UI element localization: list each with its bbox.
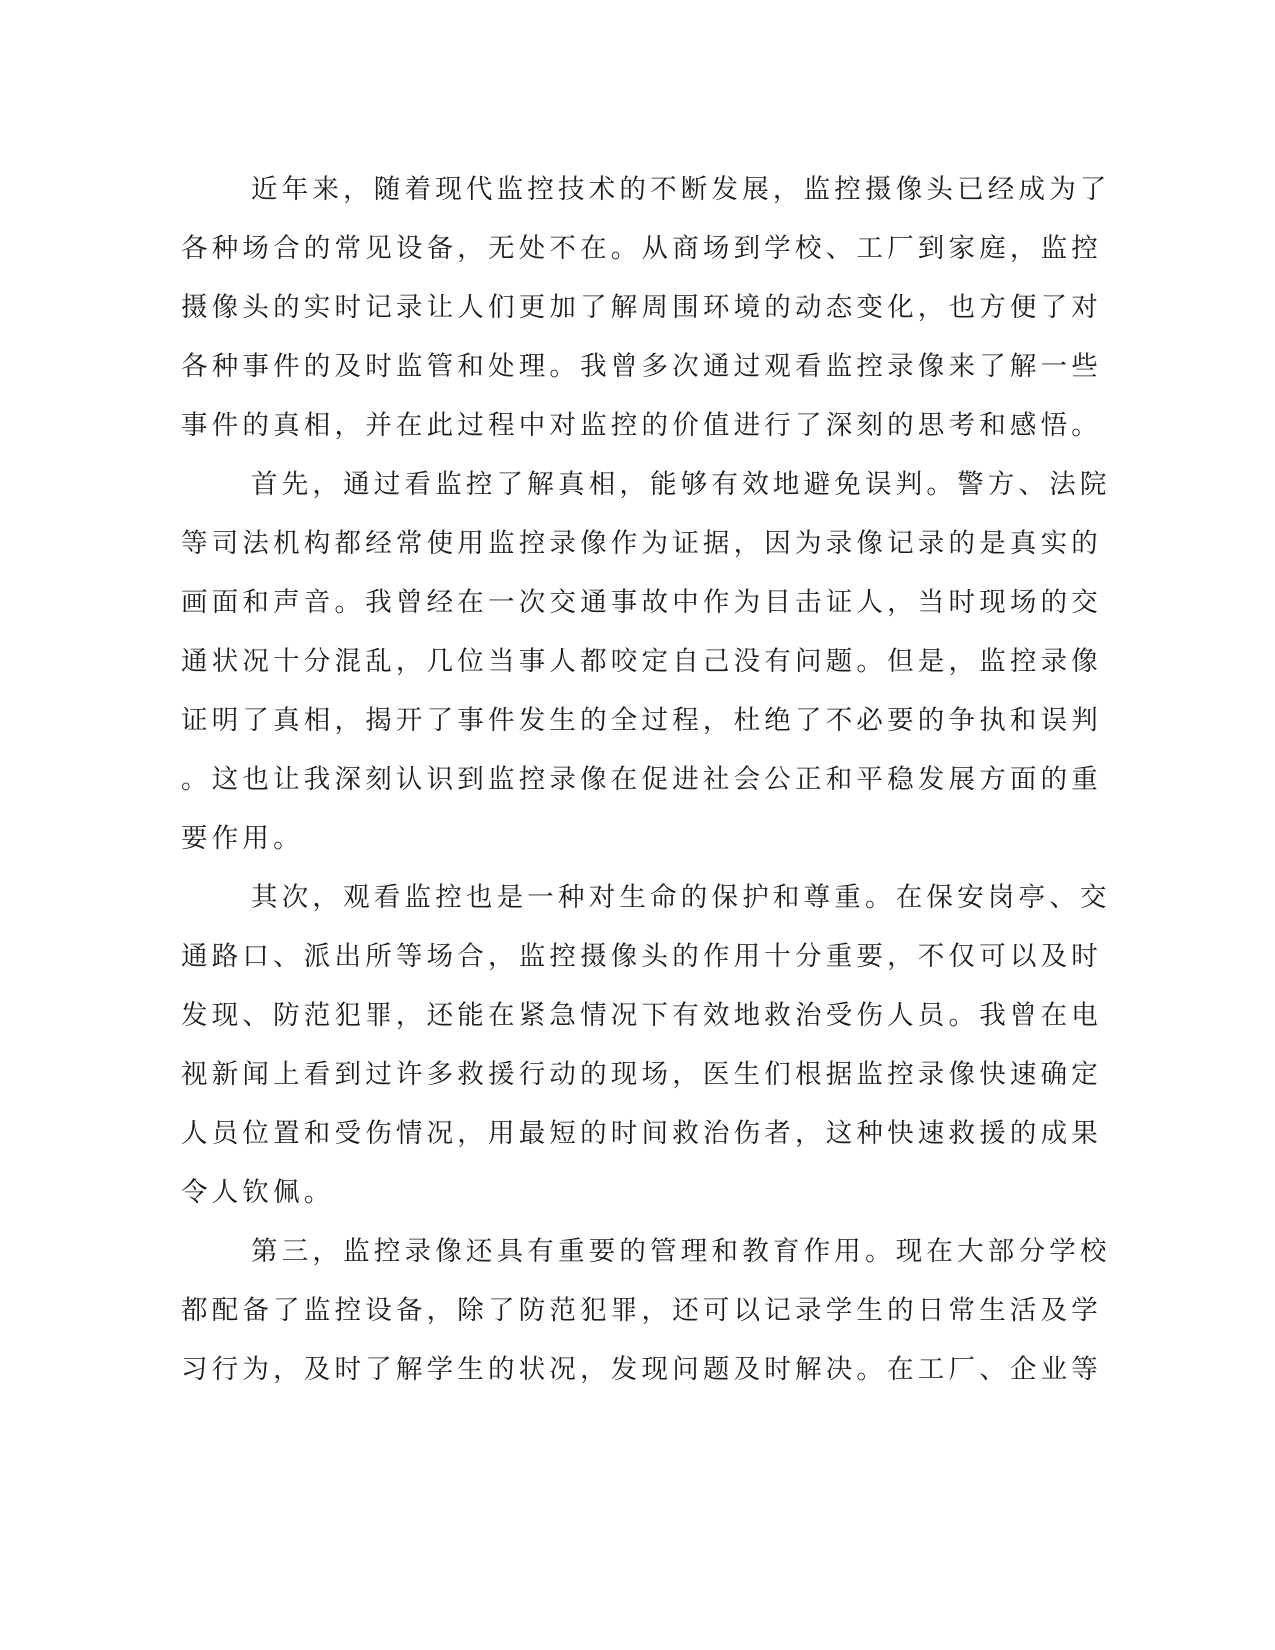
text-line: 通路口、派出所等场合，监控摄像头的作用十分重要，不仅可以及时 [181, 941, 1102, 972]
text-line: 其次，观看监控也是一种对生命的保护和尊重。在保安岗亭、交 [251, 882, 1111, 913]
paragraph-2 [181, 455, 1111, 868]
text-line: 首先，通过看监控了解真相，能够有效地避免误判。警方、法院 [251, 469, 1111, 500]
paragraph-1 [181, 160, 1111, 455]
text-line: 摄像头的实时记录让人们更加了解周围环境的动态变化，也方便了对 [181, 292, 1102, 323]
text-line: 等司法机构都经常使用监控录像作为证据，因为录像记录的是真实的 [181, 528, 1102, 559]
text-line: 人员位置和受伤情况，用最短的时间救治伤者，这种快速救援的成果 [181, 1118, 1102, 1149]
text-line: 事件的真相，并在此过程中对监控的价值进行了深刻的思考和感悟。 [181, 410, 1102, 441]
text-line: 都配备了监控设备，除了防范犯罪，还可以记录学生的日常生活及学 [181, 1295, 1102, 1326]
text-line: 各种场合的常见设备，无处不在。从商场到学校、工厂到家庭，监控 [181, 233, 1102, 264]
document-body [181, 160, 1111, 1399]
text-line: 各种事件的及时监管和处理。我曾多次通过观看监控录像来了解一些 [181, 351, 1102, 382]
paragraph-3 [181, 868, 1111, 1222]
text-line: 令人钦佩。 [181, 1177, 335, 1208]
text-line: 画面和声音。我曾经在一次交通事故中作为目击证人，当时现场的交 [181, 587, 1102, 618]
text-line: 通状况十分混乱，几位当事人都咬定自己没有问题。但是，监控录像 [181, 646, 1102, 677]
text-line: 第三，监控录像还具有重要的管理和教育作用。现在大部分学校 [251, 1236, 1111, 1267]
text-line: 近年来，随着现代监控技术的不断发展，监控摄像头已经成为了 [251, 174, 1111, 205]
text-line: 。这也让我深刻认识到监控录像在促进社会公正和平稳发展方面的重 [181, 764, 1102, 795]
text-line: 习行为，及时了解学生的状况，发现问题及时解决。在工厂、企业等 [181, 1354, 1102, 1385]
text-line: 发现、防范犯罪，还能在紧急情况下有效地救治受伤人员。我曾在电 [181, 1000, 1102, 1031]
text-line: 证明了真相，揭开了事件发生的全过程，杜绝了不必要的争执和误判 [181, 705, 1102, 736]
text-line: 要作用。 [181, 823, 304, 854]
text-line: 视新闻上看到过许多救援行动的现场，医生们根据监控录像快速确定 [181, 1059, 1102, 1090]
paragraph-4 [181, 1222, 1111, 1399]
